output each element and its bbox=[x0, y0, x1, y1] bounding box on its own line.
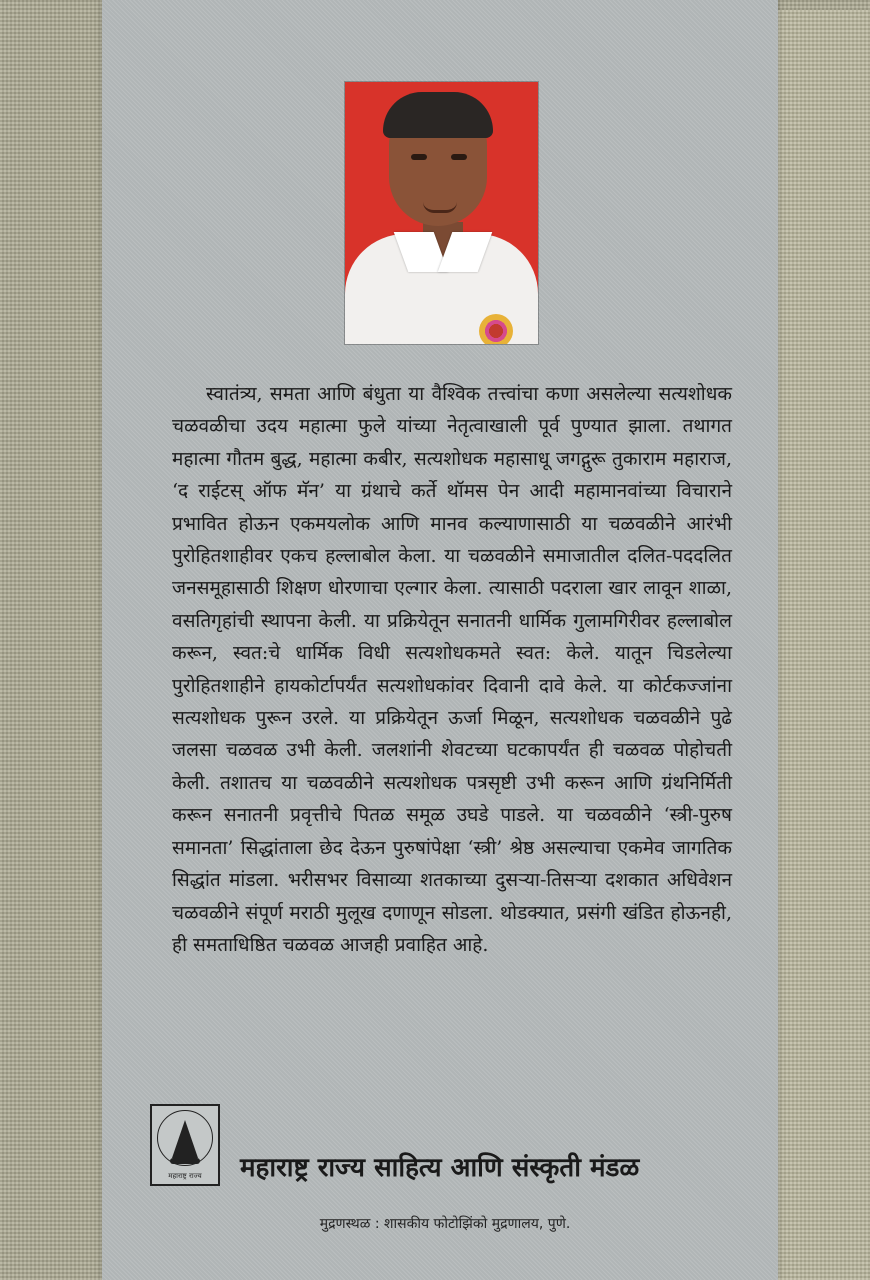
publisher-name: महाराष्ट्र राज्य साहित्य आणि संस्कृती मंडळ bbox=[240, 1153, 640, 1183]
photo-hair bbox=[383, 92, 493, 138]
blurb-paragraph: स्वातंत्र्य, समता आणि बंधुता या वैश्विक तत्त्वांचा कणा असलेल्या सत्यशोधक चळवळीचा उदय महात्मा फुले यांच्या नेतृत्वाखाली पूर्व पुण्यात झाला. तथागत महात्मा गौतम बुद्ध, महात्मा कबीर, सत्यशोधक महासाधू जगद्गुरू तुकाराम महाराज, ‘द राईटस् ऑफ मॅन’ या ग्रंथाचे कर्ते थॉमस पेन आदी महामानवांच्या विचाराने प्रभावित होऊन एकमयलोक आणि मानव कल्याणासाठी या चळवळीने आरंभी पुरोहितशाहीवर एकच हल्लाबोल केला. या चळवळीने समाजातील दलित-पददलित जनसमूहासाठी शिक्षण धोरणाचा एल्गार केला. त्यासाठी पदराला खार लावून शाळा, वसतिगृहांची स्थापना केली. या प्रक्रियेतून सनातनी धार्मिक गुलामगिरीवर हल्लाबोल करून, स्वत:चे धार्मिक विधी सत्यशोधकमते स्वत: केले. यातून चिडलेल्या पुरोहितशाहीने हायकोर्टापर्यंत सत्यशोधकांवर दिवानी दावे केले. या कोर्टकज्जांना सत्यशोधक पुरून उरले. या प्रक्रियेतून ऊर्जा मिळून, सत्यशोधक चळवळीने पुढे जलसा चळवळ उभी केली. जलशांनी शेवटच्या घटकापर्यंत ही चळवळ पोहोचती केली. तशातच या चळवळीने सत्यशोधक पत्रसृष्टी उभी करून आणि ग्रंथनिर्मिती करून सनातनी प्रवृत्तीचे पितळ समूळ उघडे पाडले. या चळवळीने ‘स्त्री-पुरुष समानता’ सिद्धांताला छेद देऊन पुरुषांपेक्षा ‘स्त्री’ श्रेष्ठ असल्याचा एकमेव जागतिक सिद्धांत मांडला. भरीसभर विसाव्या शतकाच्या दुसऱ्या-तिसऱ्या दशकात अधिवेशन चळवळीने संपूर्ण मराठी मुलूख दणाणून सोडला. थोडक्यात, प्रसंगी खंडित होऊनही, ही समताधिष्ठित चळवळ आजही प्रवाहित आहे. bbox=[172, 383, 732, 956]
logo-text: महाराष्ट्र राज्य bbox=[168, 1172, 202, 1180]
blurb-text bbox=[172, 378, 732, 961]
publisher-logo bbox=[150, 1104, 220, 1186]
photo-badge bbox=[479, 314, 513, 344]
lamp-icon bbox=[172, 1120, 198, 1158]
printing-location: मुद्रणस्थळ : शासकीय फोटोझिंको मुद्रणालय, पुणे. bbox=[319, 1216, 571, 1232]
author-photo bbox=[345, 82, 538, 344]
photo-eye-right bbox=[451, 154, 467, 160]
lamp-base-icon bbox=[170, 1158, 200, 1164]
fabric-background-right bbox=[778, 10, 870, 1280]
photo-eye-left bbox=[411, 154, 427, 160]
